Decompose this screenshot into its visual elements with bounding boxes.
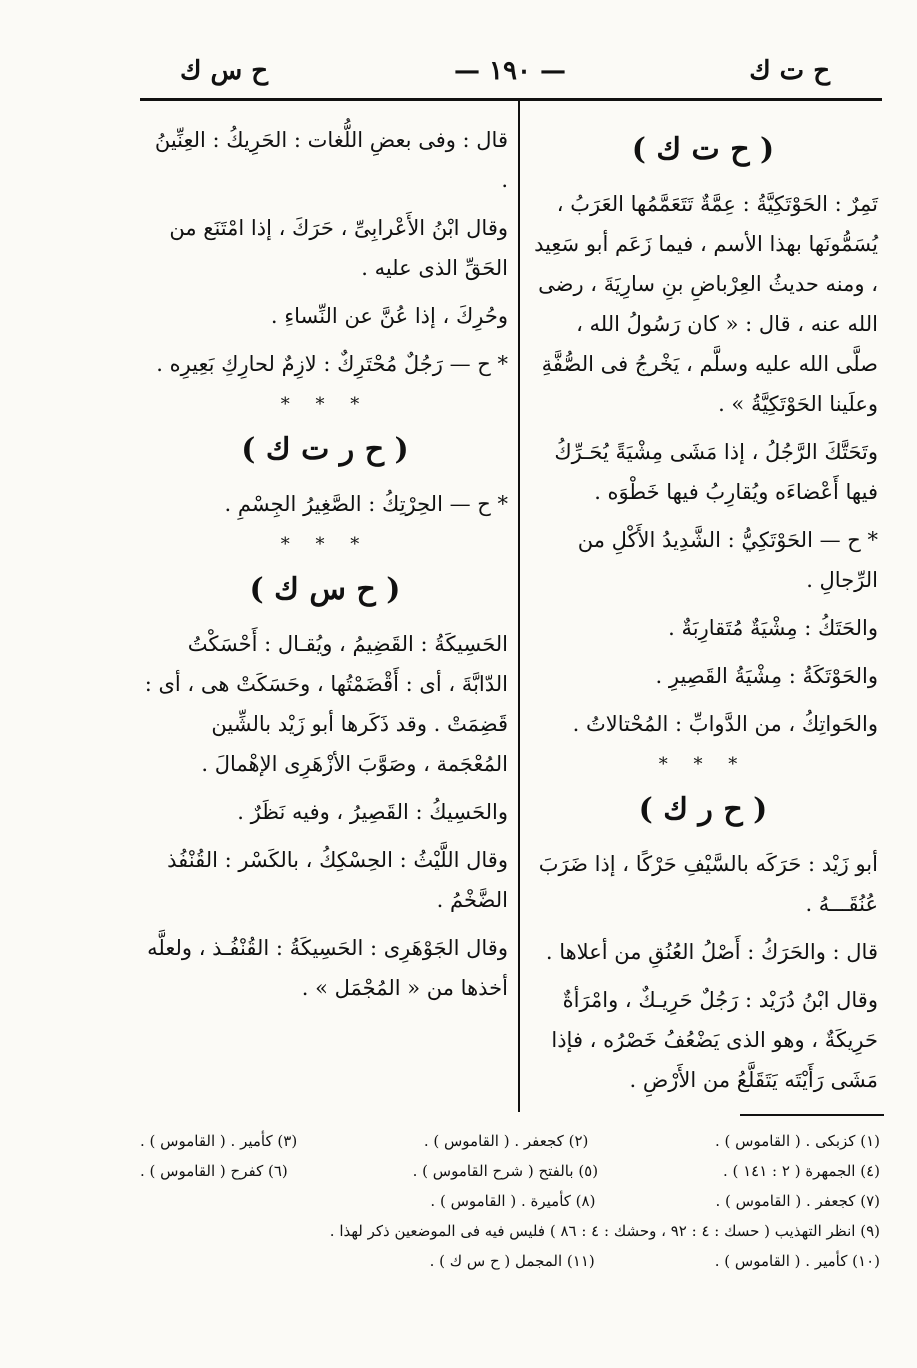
footnote: (٨) كأميرة . ( القاموس ) . <box>430 1192 596 1210</box>
entry-heading: ( ح ت ك ) <box>631 132 775 167</box>
entry-heading: ( ح ر ت ك ) <box>241 432 409 467</box>
footnotes <box>140 1126 880 1276</box>
footnote: (٢) كجعفر . ( القاموس ) . <box>423 1132 589 1150</box>
entry-paragraph: والحَسِيكُ : القَصِيرُ ، وفيه نَظَرٌ . <box>237 800 508 824</box>
entry-paragraph: قال : وفى بعضِ اللُّغات : الحَرِيكُ : العِنِّينُ . <box>154 128 508 192</box>
footnote: (١) كزبكى . ( القاموس ) . <box>715 1132 880 1150</box>
footnote-row <box>140 1186 880 1216</box>
entry-paragraph: وقال اللَّيْثُ : الحِسْكِكُ ، بالكَسْر : القُنْفُذ الضَّخْمُ . <box>167 848 508 912</box>
column-divider <box>518 100 520 1112</box>
footnote-row <box>140 1246 880 1276</box>
footnote: (١١) المجمل ( ح س ك ) . <box>429 1252 595 1270</box>
left-column <box>142 120 508 1016</box>
entry-paragraph: والحَتَكُ : مِشْيَةٌ مُتَقارِبَةٌ . <box>668 616 878 640</box>
entry-paragraph: وتَحَتَّكَ الرَّجُلُ ، إذا مَشَى مِشْيَةً يُحَـرِّكُ فيها أَعْضاءَه ويُقارِبُ فيها خَطْوَه . <box>554 440 878 504</box>
entry-paragraph: وحُرِكَ ، إذا عُنَّ عن النِّساءِ . <box>270 304 508 328</box>
entry-paragraph: * ح — رَجُلٌ مُحْتَرِكٌ : لازِمٌ لحارِكِ بَعِيرِه . <box>156 352 508 376</box>
header-rule <box>140 98 882 101</box>
section-separator: * * * <box>280 534 370 555</box>
entry-paragraph: تَمِرٌ : الحَوْتَكِيَّةُ : عِمَّةٌ تَتَعَمَّمُها العَرَبُ ، يُسَمُّونَها بهذا الأسم ، فيما زَعَم أبو سَعِيد ، ومنه حديثُ العِرْباضِ بنِ سارِيَةَ ، رضى الله عنه ، قال : « كان رَسُولُ الله ، صلَّى الله عليه وسلَّم ، يَخْرجُ فى الصُّفَّةِ وعلَينا الحَوْتَكِيَّةُ » . <box>534 192 878 416</box>
section-separator: * * * <box>280 394 370 415</box>
right-column <box>528 120 878 1108</box>
entry-heading: ( ح س ك ) <box>249 572 401 607</box>
header-root-left: ح س ك <box>180 56 269 86</box>
entry-heading: ( ح ر ك ) <box>638 792 768 827</box>
entry-paragraph: أبو زَيْد : حَرَكَه بالسَّيْفِ حَرْكًا ، إذا ضَرَبَ عُنُقَـــهُ . <box>538 852 878 916</box>
footnote: (٤) الجمهرة ( ٢ : ١٤١ ) . <box>722 1162 880 1180</box>
section-separator: * * * <box>658 754 748 775</box>
entry-paragraph: الحَسِيكَةُ : القَضِيمُ ، ويُقـال : أَحْسَكْتُ الدّابَّةَ ، أى : أَقْضَمْتُها ، وحَسَكَتْ هى ، أى : قَضِمَتْ . وقد ذَكَرها أبو زَيْد بالشِّين المُعْجَمة ، وصَوَّبَ الأزْهَرِى الإهْمالَ . <box>144 632 508 776</box>
entry-paragraph: وقال ابْنُ الأَعْرابِىِّ ، حَرَكَ ، إذا امْتَنَع من الحَقِّ الذى عليه . <box>169 216 508 280</box>
header-root-right: ح ت ك <box>749 56 830 86</box>
footnote-rule <box>740 1114 884 1116</box>
footnote: (١٠) كأمير . ( القاموس ) . <box>714 1252 880 1270</box>
entry-paragraph: وقال ابْنُ دُرَيْد : رَجُلٌ حَرِيـكٌ ، وامْرَأةٌ حَرِيكَةٌ ، وهو الذى يَضْعُفُ خَصْرُه ، فإذا مَشَى رَأَيْتَه يَتَقَلَّعُ من الأَرْضِ . <box>551 988 878 1092</box>
entry-paragraph: * ح — الحَوْتَكِيُّ : الشَّدِيدُ الأَكْلِ من الرِّجالِ . <box>577 528 878 592</box>
entry-paragraph: قال : والحَرَكُ : أَصْلُ العُنُقِ من أعلاها . <box>545 940 878 964</box>
entry-paragraph: وقال الجَوْهَرِى : الحَسِيكَةُ : القُنْفُـذ ، ولعلَّه أخذها من « المُجْمَل » . <box>147 936 508 1000</box>
footnote-row <box>140 1126 880 1156</box>
entry-paragraph: والحَواتِكُ ، من الدَّوابِّ : المُحْتالاتُ . <box>572 712 878 736</box>
entry-paragraph: والحَوْتَكَةُ : مِشْيَةُ القَصِيرِ . <box>655 664 878 688</box>
page-header <box>140 52 880 96</box>
entry-paragraph: * ح — الحِرْتِكُ : الصَّغِيرُ الجِسْمِ . <box>224 492 508 516</box>
footnote-row <box>140 1156 880 1186</box>
footnote: (٧) كجعفر . ( القاموس ) . <box>715 1192 880 1210</box>
page-number: — ١٩٠ — <box>453 56 567 86</box>
footnote: (٣) كأمير . ( القاموس ) . <box>140 1132 298 1150</box>
footnote: (٦) كفرح ( القاموس ) . <box>140 1162 288 1180</box>
footnote: (٩) انظر التهذيب ( حسك : ٤ : ٩٢ ، وحشك : ٤ : ٨٦ ) فليس فيه فى الموضعين ذكر لهذا . <box>329 1222 880 1240</box>
footnote: (٥) بالفتح ( شرح القاموس ) . <box>412 1162 599 1180</box>
